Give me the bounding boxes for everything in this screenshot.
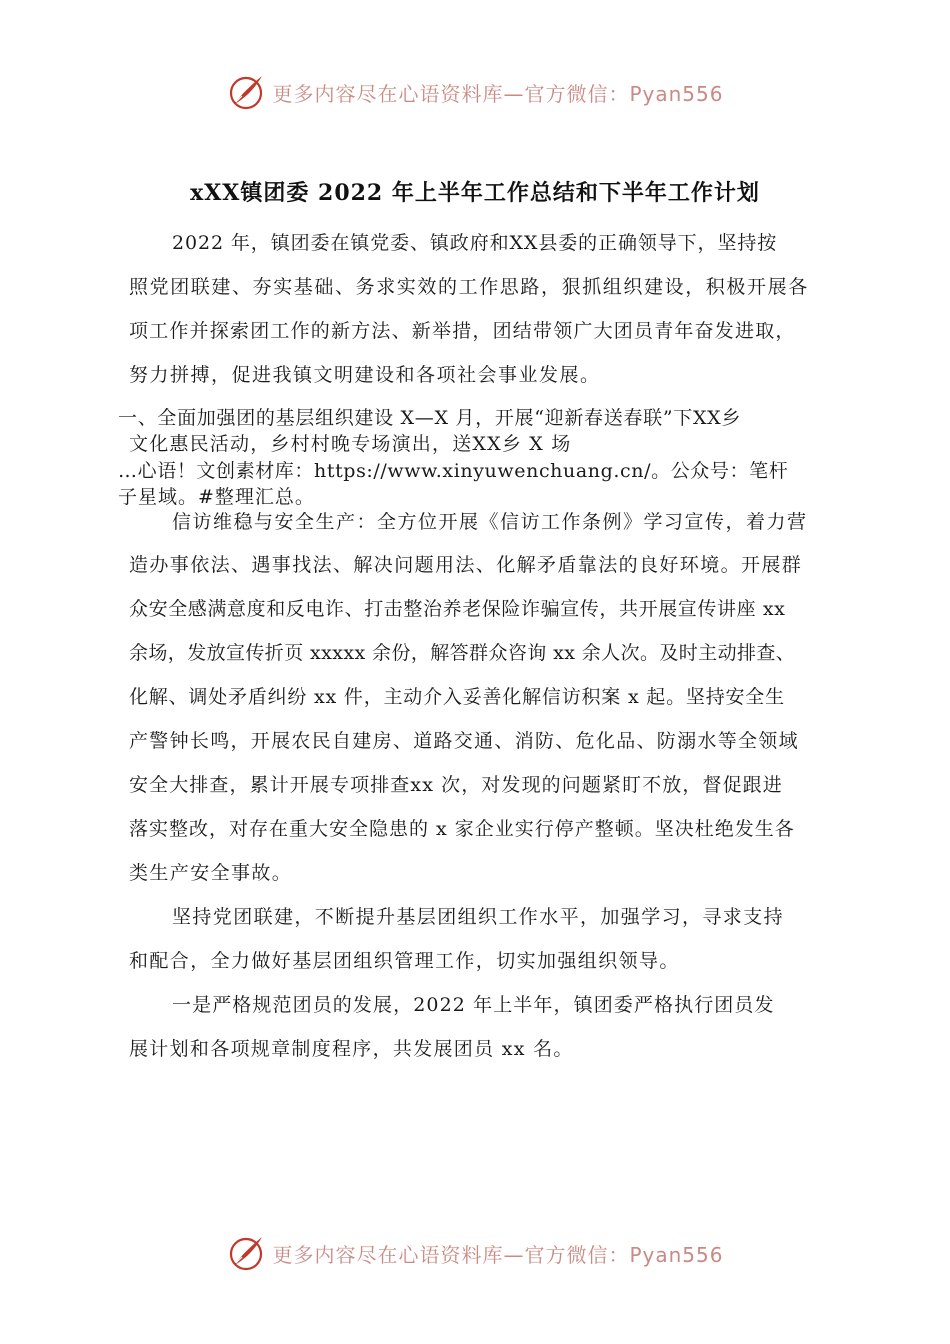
section1-line: 文化惠民活动，乡村村晚专场演出，送XX乡 X 场 <box>129 433 572 455</box>
party-line: 坚持党团联建，不断提升基层团组织工作水平，加强学习，寻求支持 <box>172 906 785 928</box>
stability-line: 落实整改，对存在重大安全隐患的 x 家企业实行停产整顿。坚决杜绝发生各 <box>129 818 795 840</box>
footer-banner-text: 更多内容尽在心语资料库—官方微信：Pyan556 <box>272 1242 724 1267</box>
section1-line: 一、全面加强团的基层组织建设 X—X 月，开展“迎新春送春联”下XX乡 <box>118 407 742 429</box>
stability-line: 信访维稳与安全生产：全方位开展《信访工作条例》学习宣传，着力营 <box>172 511 808 533</box>
stability-line: 类生产安全事故。 <box>129 862 293 884</box>
stability-line: 安全大排查，累计开展专项排查xx 次，对发现的问题紧盯不放，督促跟进 <box>129 774 783 796</box>
stability-line: 产警钟长鸣，开展农民自建房、道路交通、消防、危化品、防溺水等全领域 <box>129 730 799 752</box>
quill-logo-icon <box>226 72 266 112</box>
intro-line: 努力拼搏，促进我镇文明建设和各项社会事业发展。 <box>129 364 601 386</box>
header-banner <box>0 72 950 112</box>
intro-line: 项工作并探索团工作的新方法、新举措，团结带领广大团员青年奋发进取， <box>129 320 796 342</box>
stability-line: 化解、调处矛盾纠纷 xx 件，主动介入妥善化解信访积案 x 起。坚持安全生 <box>129 686 785 708</box>
footer-banner <box>0 1233 950 1273</box>
member-line: 展计划和各项规章制度程序，共发展团员 xx 名。 <box>129 1038 574 1060</box>
stability-line: 造办事依法、遇事找法、解决问题用法、化解矛盾靠法的良好环境。开展群 <box>129 554 803 576</box>
member-line: 一是严格规范团员的发展，2022 年上半年，镇团委严格执行团员发 <box>172 994 775 1016</box>
stability-line: 余场，发放宣传折页 xxxxx 余份，解答群众咨询 xx 余人次。及时主动排查、 <box>129 642 796 664</box>
stability-line: 众安全感满意度和反电诈、打击整治养老保险诈骗宣传，共开展宣传讲座 xx <box>129 598 786 620</box>
party-line: 和配合，全力做好基层团组织管理工作，切实加强组织领导。 <box>129 950 680 972</box>
quill-logo-icon <box>226 1233 266 1273</box>
section1-line: …心语！文创素材库：https://www.xinyuwenchuang.cn/。公众号：笔杆 <box>118 460 789 482</box>
intro-line: 2022 年，镇团委在镇党委、镇政府和XX县委的正确领导下，坚持按 <box>172 232 778 254</box>
section1-line: 子星域。#整理汇总。 <box>118 486 315 508</box>
document-title: xXX镇团委 2022 年上半年工作总结和下半年工作计划 <box>190 180 760 206</box>
intro-line: 照党团联建、夯实基础、务求实效的工作思路，狠抓组织建设，积极开展各 <box>129 276 809 298</box>
header-banner-text: 更多内容尽在心语资料库—官方微信：Pyan556 <box>272 81 724 106</box>
